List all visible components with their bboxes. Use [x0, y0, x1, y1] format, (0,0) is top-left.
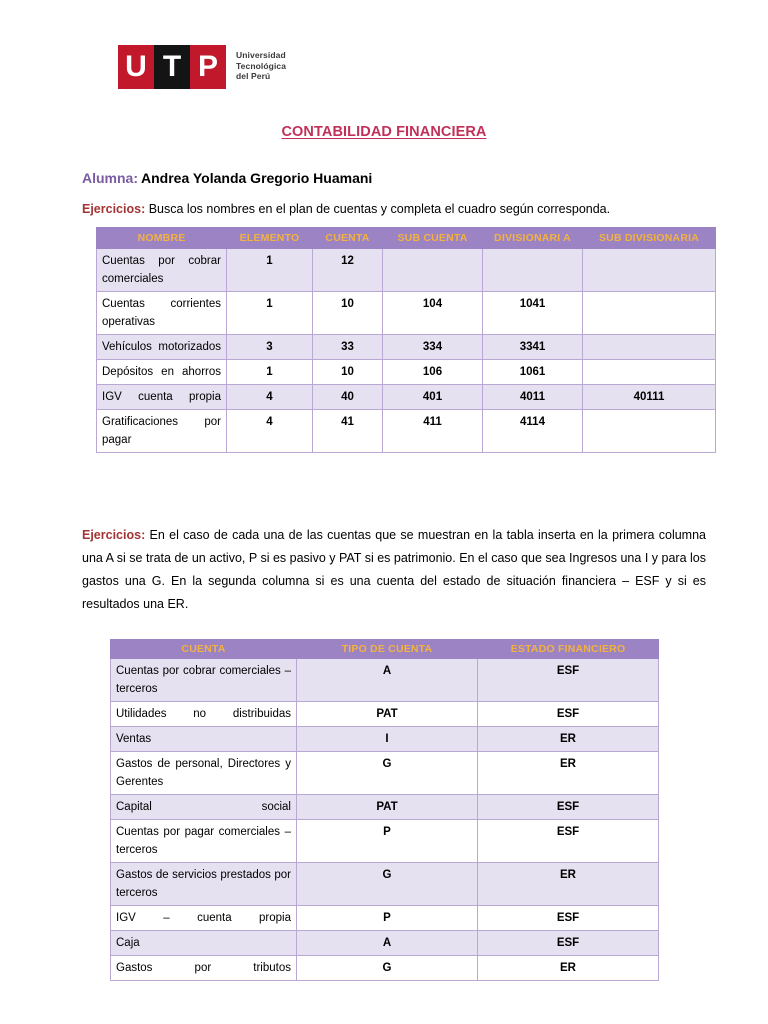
table-row	[111, 906, 659, 931]
cell-divisionaria: 4114	[483, 410, 583, 453]
utp-logo-mark	[118, 45, 226, 89]
cell-tipo: A	[297, 931, 478, 956]
cell-subdivisionaria	[583, 335, 716, 360]
exercise-1-line	[82, 202, 702, 216]
cell-estado: ESF	[478, 702, 659, 727]
table-row	[97, 249, 716, 292]
th-estado-financiero: ESTADO FINANCIERO	[478, 640, 659, 659]
tagline-line-1: Universidad	[236, 50, 286, 60]
table-row	[111, 752, 659, 795]
tagline-line-2: Tecnológica	[236, 60, 287, 71]
cell-divisionaria: 1061	[483, 360, 583, 385]
table-row	[97, 410, 716, 453]
utp-logo	[118, 45, 286, 89]
student-name: Andrea Yolanda Gregorio Huamani	[141, 170, 373, 186]
cell-estado: ESF	[478, 820, 659, 863]
cell-subcuenta: 401	[383, 385, 483, 410]
table-row	[111, 727, 659, 752]
cell-tipo: G	[297, 863, 478, 906]
exercise-1-text: Busca los nombres en el plan de cuentas y completa el cuadro según corresponda.	[148, 202, 611, 216]
th-nombre: NOMBRE	[97, 228, 227, 249]
cell-cuenta: Cuentas por pagar comerciales – terceros	[111, 820, 297, 863]
table-row	[111, 820, 659, 863]
cell-tipo: G	[297, 752, 478, 795]
logo-letter-t: T	[154, 45, 190, 89]
exercise-1-label: Ejercicios:	[82, 202, 146, 216]
cell-cuenta: 10	[313, 292, 383, 335]
tagline-line-3: del Perú	[236, 71, 271, 81]
th-divisionaria: DIVISIONARI A	[483, 228, 583, 249]
cell-subcuenta: 411	[383, 410, 483, 453]
cell-nombre: IGV cuenta propia	[97, 385, 227, 410]
cell-cuenta: Utilidades no distribuidas	[111, 702, 297, 727]
th-cuenta: CUENTA	[313, 228, 383, 249]
page-title: CONTABILIDAD FINANCIERA	[281, 124, 487, 140]
cell-estado: ESF	[478, 931, 659, 956]
table-row	[97, 360, 716, 385]
utp-logo-tagline	[236, 50, 286, 82]
th-elemento: ELEMENTO	[227, 228, 313, 249]
cell-subdivisionaria	[583, 410, 716, 453]
cell-subdivisionaria	[583, 292, 716, 335]
cell-cuenta: 12	[313, 249, 383, 292]
cell-cuenta: 41	[313, 410, 383, 453]
cell-elemento: 4	[227, 385, 313, 410]
cell-nombre: Cuentas por cobrar comerciales	[97, 249, 227, 292]
cell-cuenta: 40	[313, 385, 383, 410]
table-row	[111, 659, 659, 702]
th-tipo-de-cuenta: TIPO DE CUENTA	[297, 640, 478, 659]
cell-tipo: P	[297, 906, 478, 931]
cell-estado: ER	[478, 752, 659, 795]
cell-subcuenta	[383, 249, 483, 292]
cell-cuenta: Cuentas por cobrar comerciales – terceros	[111, 659, 297, 702]
table-row	[97, 292, 716, 335]
cell-cuenta: Gastos por tributos	[111, 956, 297, 981]
table-row	[111, 863, 659, 906]
cell-subcuenta: 104	[383, 292, 483, 335]
cell-divisionaria: 1041	[483, 292, 583, 335]
cell-estado: ER	[478, 956, 659, 981]
table-row	[97, 385, 716, 410]
cell-elemento: 4	[227, 410, 313, 453]
cell-nombre: Cuentas corrientes operativas	[97, 292, 227, 335]
table-header-row	[97, 228, 716, 249]
cell-cuenta: Gastos de servicios prestados por terceros	[111, 863, 297, 906]
exercise-2-label: Ejercicios:	[82, 528, 146, 542]
cell-elemento: 1	[227, 360, 313, 385]
logo-letter-u: U	[118, 45, 154, 89]
cell-cuenta: IGV – cuenta propia	[111, 906, 297, 931]
cell-subcuenta: 334	[383, 335, 483, 360]
cell-subdivisionaria	[583, 249, 716, 292]
cell-estado: ESF	[478, 659, 659, 702]
cell-elemento: 1	[227, 292, 313, 335]
cell-elemento: 1	[227, 249, 313, 292]
cell-cuenta: Gastos de personal, Directores y Gerentes	[111, 752, 297, 795]
cell-cuenta: Ventas	[111, 727, 297, 752]
cell-tipo: I	[297, 727, 478, 752]
table-row	[97, 335, 716, 360]
cell-cuenta: 10	[313, 360, 383, 385]
cell-tipo: A	[297, 659, 478, 702]
cell-nombre: Gratificaciones por pagar	[97, 410, 227, 453]
cell-cuenta: Caja	[111, 931, 297, 956]
table-header-row	[111, 640, 659, 659]
cell-divisionaria: 3341	[483, 335, 583, 360]
cell-estado: ER	[478, 727, 659, 752]
student-label: Alumna:	[82, 170, 138, 186]
cell-estado: ESF	[478, 906, 659, 931]
th-subdivisionaria: SUB DIVISIONARIA	[583, 228, 716, 249]
logo-letter-p: P	[190, 45, 226, 89]
accounts-plan-table	[96, 227, 716, 453]
table1-body	[97, 249, 716, 453]
table2-body	[111, 659, 659, 981]
cell-estado: ER	[478, 863, 659, 906]
th-subcuenta: SUB CUENTA	[383, 228, 483, 249]
cell-subdivisionaria	[583, 360, 716, 385]
cell-divisionaria	[483, 249, 583, 292]
table-row	[111, 795, 659, 820]
th-cuenta: CUENTA	[111, 640, 297, 659]
cell-elemento: 3	[227, 335, 313, 360]
table-row	[111, 956, 659, 981]
cell-tipo: PAT	[297, 702, 478, 727]
cell-nombre: Depósitos en ahorros	[97, 360, 227, 385]
exercise-2-text: En el caso de cada una de las cuentas que se muestran en la tabla inserta en la primera columna una A si se trata de un activo, P si es pasivo y PAT si es patrimonio. En el caso que sea Ingresos una I y para los gastos una G. En la segunda columna si es una cuenta del estado de situación financiera – ESF y si es resultados una ER.	[82, 528, 706, 611]
account-classification-table	[110, 639, 659, 981]
table-row	[111, 931, 659, 956]
student-line	[82, 170, 372, 186]
cell-tipo: G	[297, 956, 478, 981]
cell-nombre: Vehículos motorizados	[97, 335, 227, 360]
cell-cuenta: 33	[313, 335, 383, 360]
cell-divisionaria: 4011	[483, 385, 583, 410]
table-row	[111, 702, 659, 727]
cell-subcuenta: 106	[383, 360, 483, 385]
exercise-2-paragraph	[82, 524, 706, 616]
cell-cuenta: Capital social	[111, 795, 297, 820]
cell-subdivisionaria: 40111	[583, 385, 716, 410]
cell-estado: ESF	[478, 795, 659, 820]
cell-tipo: P	[297, 820, 478, 863]
cell-tipo: PAT	[297, 795, 478, 820]
